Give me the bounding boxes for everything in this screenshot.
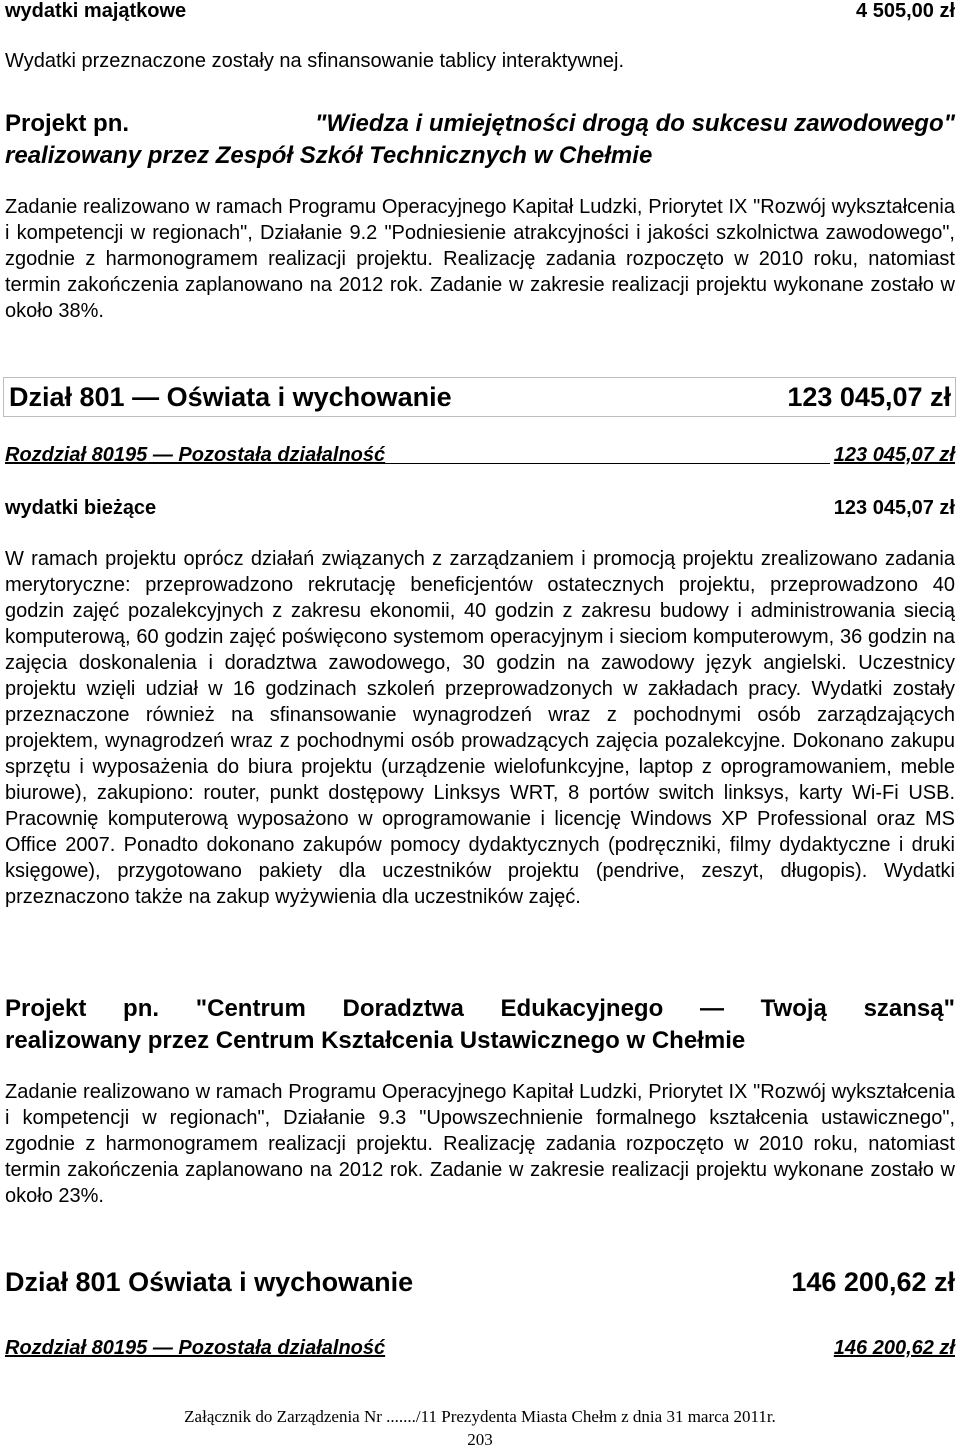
project-heading-2 xyxy=(5,993,955,1057)
project-executor: realizowany przez Zespół Szkół Technicznych w Chełmie xyxy=(5,142,653,169)
project-description-2: Zadanie realizowano w ramach Programu Operacyjnego Kapitał Ludzki, Priorytet IX "Rozwój wykształcenia i kompetencji w regionach", Działanie 9.3 "Upowszechnienie formalnego kształcenia ustawicznego", zgodnie z harmonogramem realizacji projektu. Realizację zadania rozpoczęto w 2010 roku, natomiast termin zakończenia zaplanowano na 2012 rok. Zadanie w zakresie realizacji projektu wykonane zostało w około 23%. xyxy=(5,1081,955,1207)
chapter-underline xyxy=(385,463,830,464)
department-description-1: W ramach projektu oprócz działań związanych z zarządzaniem i promocją projektu zrealizowano zadania merytoryczne: przeprowadzono rekrutację beneficjentów ostatecznych projektu, przeprowadzono 40 godzin zajęć pozalekcyjnych z zakresu ekonomii, 40 godzin z zakresu budowy i administrowania siecią komputerową, 60 godzin zajęć poświęcono systemom operacyjnym i sieciom komputerowym, 36 godzin na zajęcia doskonalenia i doradztwa zawodowego, 30 godzin na zawodowy język angielski. Uczestnicy projektu wzięli udział w 16 godzinach szkoleń przeprowadzonych w zakładach pracy. Wydatki zostały przeznaczone również na sfinansowanie wynagrodzeń wraz z pochodnymi osób zarządzających projektem, wynagrodzeń wraz z pochodnymi osób prowadzących zajęcia pozalekcyjne. Dokonano zakupu sprzętu i wyposażenia do biura projektu (urządzenie wielofunkcyjne, laptop z oprogramowaniem, meble biurowe), zakupiono: router, punkt dostępowy Linksys WRT, 8 portów switch linksys, karty Wi-Fi USB. Pracownię komputerową wyposażono w oprogramowanie i licencję Windows XP Professional oraz MS Office 2007. Ponadto dokonano zakupów pomocy dydaktycznych (podręczniki, filmy dydaktyczne i druki księgowe), przygotowano pakiety dla uczestników projektu (pendrive, zeszyt, długopis). Wydatki przeznaczono także na zakup wyżywienia dla uczestników zajęć. xyxy=(5,548,955,908)
expense-note: Wydatki przeznaczone zostały na sfinansowanie tablicy interaktywnej. xyxy=(5,50,625,72)
project-prefix: Projekt pn. xyxy=(5,110,130,137)
chapter-amount: 146 200,62 zł xyxy=(833,1337,955,1359)
expense-label: wydatki majątkowe xyxy=(5,0,187,22)
department-box-1 xyxy=(3,377,956,417)
project-heading-1 xyxy=(5,108,955,172)
expense-label: wydatki bieżące xyxy=(5,497,157,519)
project-executor-2: realizowany przez Centrum Kształcenia Ustawicznego w Chełmie xyxy=(5,1027,746,1054)
chapter-amount: 123 045,07 zł xyxy=(833,444,955,466)
project-title: "Wiedza i umiejętności drogą do sukcesu zawodowego" xyxy=(315,110,955,137)
department-amount: 146 200,62 zł xyxy=(791,1267,955,1297)
project-description-1: Zadanie realizowano w ramach Programu Operacyjnego Kapitał Ludzki, Priorytet IX "Rozwój wykształcenia i kompetencji w regionach", Działanie 9.2 "Podniesienie atrakcyjności i jakości szkolnictwa zawodowego", zgodnie z harmonogramem realizacji projektu. Realizację zadania rozpoczęto w 2010 roku, natomiast termin zakończenia zaplanowano na 2012 rok. Zadanie w zakresie realizacji projektu wykonane zostało w około 38%. xyxy=(5,196,955,322)
chapter-row-2 xyxy=(5,1337,955,1360)
department-label: Dział 801 Oświata i wychowanie xyxy=(5,1267,414,1297)
page-number: 203 xyxy=(467,1430,493,1449)
department-amount: 123 045,07 zł xyxy=(787,381,951,412)
page-footer: Załącznik do Zarządzenia Nr ......./11 Prezydenta Miasta Chełm z dnia 31 marca 2011r. xyxy=(184,1407,776,1426)
project-title-line-2a: Projekt pn. "Centrum Doradztwa Edukacyjnego — Twoją szansą" xyxy=(5,995,955,1022)
expense-row-current xyxy=(5,497,955,520)
project-title-line-1 xyxy=(5,108,955,140)
chapter-label: Rozdział 80195 — Pozostała działalność xyxy=(5,444,386,466)
expense-row-capital xyxy=(5,0,955,23)
chapter-label: Rozdział 80195 — Pozostała działalność xyxy=(5,1337,386,1359)
chapter-row-1 xyxy=(5,444,955,467)
department-label: Dział 801 — Oświata i wychowanie xyxy=(9,381,452,412)
department-row-2 xyxy=(5,1267,955,1298)
expense-amount: 4 505,00 zł xyxy=(856,0,955,22)
expense-amount: 123 045,07 zł xyxy=(833,497,955,519)
